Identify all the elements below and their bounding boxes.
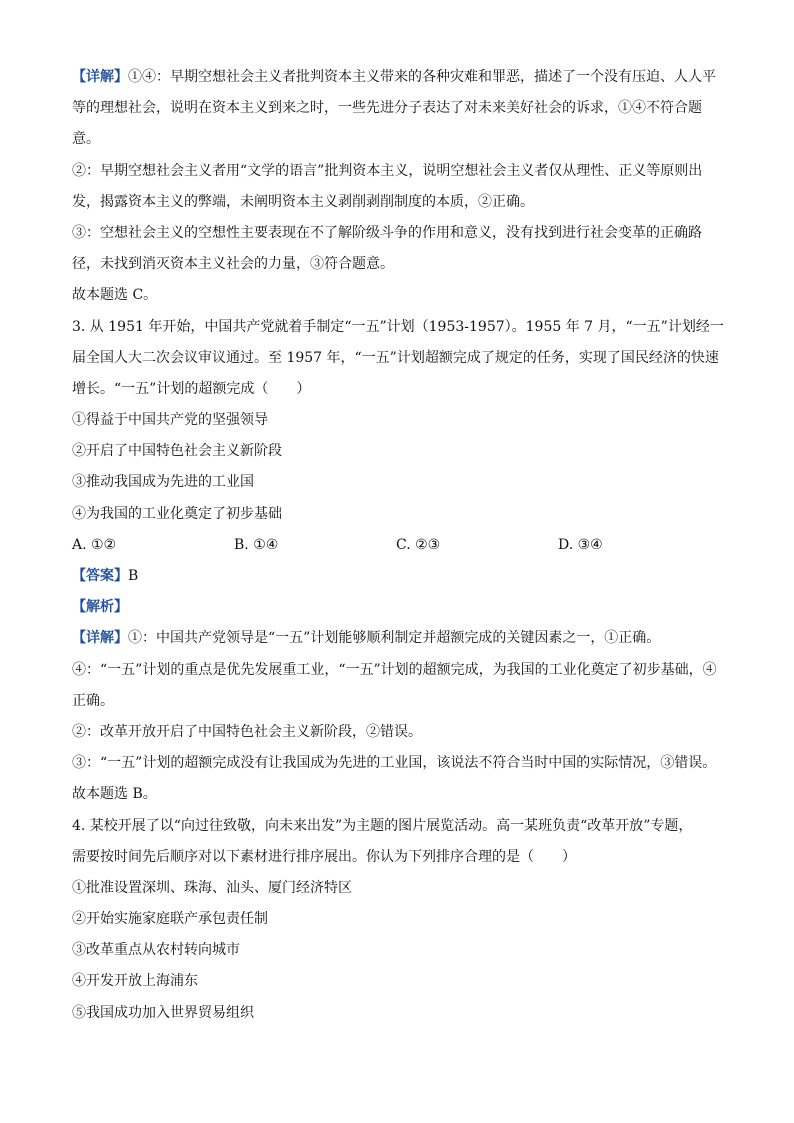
q3-option-a: A. ①② xyxy=(72,536,117,553)
q3-option-d: D. ③④ xyxy=(558,536,603,553)
answer-value: B xyxy=(128,568,139,584)
q3-item-2: ②开启了中国特色社会主义新阶段 xyxy=(72,443,282,460)
q3-option-c: C. ②③ xyxy=(396,536,441,553)
prev-conclusion: 故本题选 C。 xyxy=(72,287,158,304)
q3-stem-line-3: 增长。“一五”计划的超额完成（ ） xyxy=(72,380,311,397)
q4-stem-line-2: 需要按时间先后顺序对以下素材进行排序展出。你认为下列排序合理的是（ ） xyxy=(72,848,576,865)
prev-detail-line-1: 【详解】①④：早期空想社会主义者批判资本主义带来的各种灾难和罪恶，描述了一个没有压迫、人人平 xyxy=(72,69,716,85)
prev-detail-line-2: 等的理想社会，说明在资本主义到来之时，一些先进分子表达了对未来美好社会的诉求，①④不符合题 xyxy=(72,100,702,117)
q3-analysis xyxy=(72,592,732,623)
q4-item-1: ①批准设置深圳、珠海、汕头、厦门经济特区 xyxy=(72,879,352,896)
q3-item-1: ①得益于中国共产党的坚强领导 xyxy=(72,412,268,429)
prev-detail-line-4: ②：早期空想社会主义者用“文学的语言”批判资本主义，说明空想社会主义者仅从理性、正义等原则出 xyxy=(72,162,703,179)
q3-item-3: ③推动我国成为先进的工业国 xyxy=(72,474,254,491)
q3-detail-line-1: 【详解】①：中国共产党领导是“一五”计划能够顺利制定并超额完成的关键因素之一，①正确。 xyxy=(72,630,661,647)
q3-stem-line-2: 届全国人大二次会议审议通过。至 1957 年，“一五”计划超额完成了规定的任务，实现了国民经济的快速 xyxy=(72,349,719,366)
q4-item-5: ⑤我国成功加入世界贸易组织 xyxy=(72,1004,254,1021)
q3-option-b: B. ①④ xyxy=(234,536,279,553)
detail-tag: 【详解】 xyxy=(72,630,128,647)
detail-tag: 【详解】 xyxy=(72,69,128,85)
q3-detail-line-5: ③：“一五”计划的超额完成没有让我国成为先进的工业国，该说法不符合当时中国的实际情况，③错误。 xyxy=(72,755,717,772)
prev-detail-line-3: 意。 xyxy=(72,131,100,148)
prev-detail-line-7: 径，未找到消灭资本主义社会的力量，③符合题意。 xyxy=(72,256,394,273)
q3-conclusion: 故本题选 B。 xyxy=(72,786,157,803)
analysis-tag: 【解析】 xyxy=(72,599,128,616)
q4-stem-line-1: 4. 某校开展了以“向过往致敬，向未来出发”为主题的图片展览活动。高一某班负责“改革开放”专题， xyxy=(72,817,693,834)
q4-item-2: ②开始实施家庭联产承包责任制 xyxy=(72,911,268,928)
q3-detail-line-4: ②：改革开放开启了中国特色社会主义新阶段，②错误。 xyxy=(72,723,422,740)
q3-item-4: ④为我国的工业化奠定了初步基础 xyxy=(72,505,282,522)
q4-item-4: ④开发开放上海浦东 xyxy=(72,973,198,990)
q4-item-3: ③改革重点从农村转向城市 xyxy=(72,942,240,959)
prev-detail-line-5: 发，揭露资本主义的弊端，未阐明资本主义剥削剥削制度的本质，②正确。 xyxy=(72,193,534,210)
prev-detail-line-6: ③：空想社会主义的空想性主要表现在不了解阶级斗争的作用和意义，没有找到进行社会变革的正确路 xyxy=(72,224,702,241)
q3-stem-line-1: 3. 从 1951 年开始，中国共产党就着手制定“一五”计划（1953-1957）。1955 年 7 月，“一五”计划经一 xyxy=(72,318,724,335)
q3-detail-line-3: 正确。 xyxy=(72,692,114,709)
document-page xyxy=(72,62,732,1029)
q3-answer xyxy=(72,561,732,592)
q3-detail-line-2: ④：“一五”计划的重点是优先发展重工业，“一五”计划的超额完成，为我国的工业化奠定了初步基础，④ xyxy=(72,661,717,678)
q3-options xyxy=(72,530,732,561)
answer-tag: 【答案】 xyxy=(72,568,128,584)
